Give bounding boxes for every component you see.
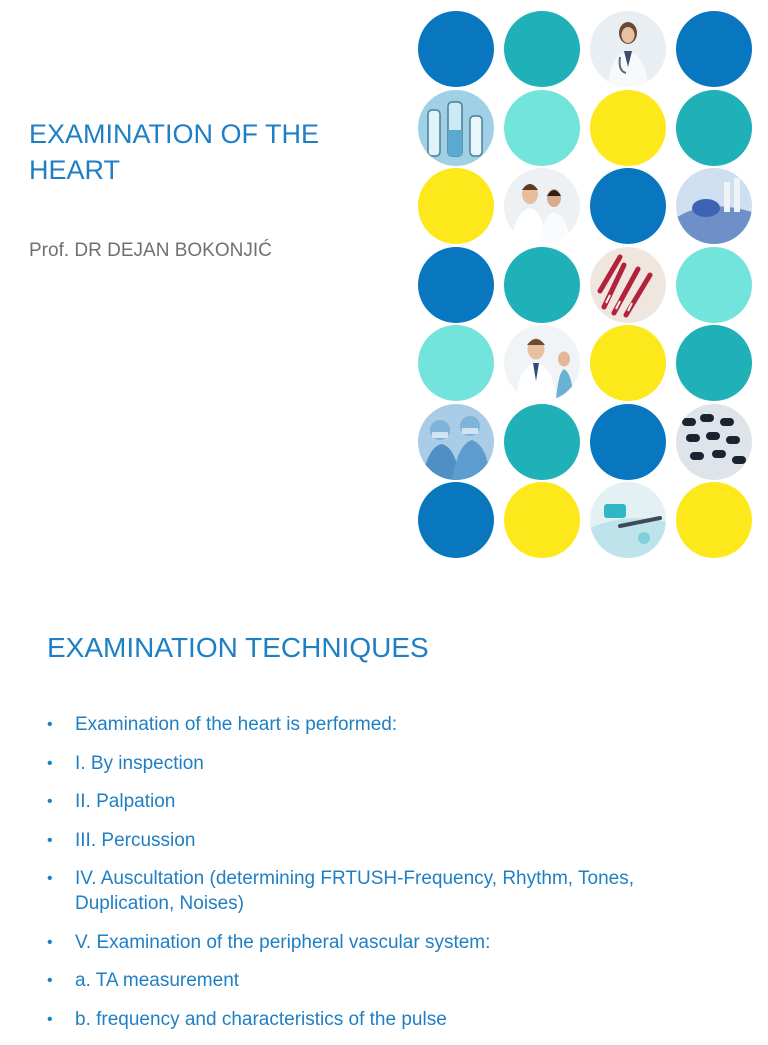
bullet-icon: • xyxy=(47,831,53,849)
bullet-item xyxy=(47,712,727,737)
bullet-icon: • xyxy=(47,1010,53,1028)
bullet-text: I. By inspection xyxy=(75,752,204,774)
yellow-circle xyxy=(676,482,752,558)
teal-circle xyxy=(504,404,580,480)
light-teal-circle xyxy=(676,247,752,323)
bullet-icon: • xyxy=(47,870,53,887)
bullet-icon: • xyxy=(47,933,53,951)
blue-circle xyxy=(418,482,494,558)
teal-circle xyxy=(504,11,580,87)
bullet-item xyxy=(47,751,727,776)
bullet-text: a. TA measurement xyxy=(75,970,240,991)
teal-circle xyxy=(676,325,752,401)
blue-circle xyxy=(590,168,666,244)
section-heading: EXAMINATION TECHNIQUES xyxy=(47,632,429,663)
bullet-icon: • xyxy=(47,793,53,810)
bullet-icon: • xyxy=(47,716,53,733)
light-teal-circle xyxy=(504,90,580,166)
bullet-text: III. Percussion xyxy=(75,829,196,851)
bullet-item xyxy=(47,1007,727,1032)
blue-circle xyxy=(418,247,494,323)
doctor-team-photo-icon xyxy=(504,325,580,401)
bullet-item xyxy=(47,828,727,853)
content-slide xyxy=(0,600,768,1030)
light-teal-circle xyxy=(418,325,494,401)
bullet-icon: • xyxy=(47,972,53,989)
surgeons-photo-icon xyxy=(418,404,494,480)
medical-equipment-photo-icon xyxy=(590,482,666,558)
bullet-item xyxy=(47,789,727,814)
bullet-text: IV. Auscultation (determining FRTUSH-Frequency, Rhythm, Tones, Duplication, Noises) xyxy=(75,868,634,914)
pills-photo-icon xyxy=(676,404,752,480)
lab-glassware-photo-icon xyxy=(418,90,494,166)
bullet-text: V. Examination of the peripheral vascular system: xyxy=(75,931,491,953)
teal-circle xyxy=(676,90,752,166)
blue-circle xyxy=(418,11,494,87)
bullet-item xyxy=(47,968,727,993)
bullet-text: b. frequency and characteristics of the pulse xyxy=(75,1008,447,1030)
teal-circle xyxy=(504,247,580,323)
bullet-text: Examination of the heart is performed: xyxy=(75,714,398,735)
doctor-woman-photo-icon xyxy=(590,11,666,87)
bullet-list xyxy=(47,712,727,1045)
blue-circle xyxy=(676,11,752,87)
lab-work-photo-icon xyxy=(676,168,752,244)
bullet-text: II. Palpation xyxy=(75,791,176,812)
circle-grid xyxy=(418,11,752,558)
slide-subtitle: Prof. DR DEJAN BOKONJIĆ xyxy=(29,240,272,261)
blue-circle xyxy=(590,404,666,480)
bullet-item xyxy=(47,930,727,955)
yellow-circle xyxy=(504,482,580,558)
two-doctors-photo-icon xyxy=(504,168,580,244)
bullet-icon: • xyxy=(47,754,53,772)
yellow-circle xyxy=(418,168,494,244)
yellow-circle xyxy=(590,90,666,166)
test-tubes-photo-icon xyxy=(590,247,666,323)
yellow-circle xyxy=(590,325,666,401)
slide-title: EXAMINATION OF THE HEART xyxy=(29,119,320,185)
bullet-item xyxy=(47,866,727,916)
